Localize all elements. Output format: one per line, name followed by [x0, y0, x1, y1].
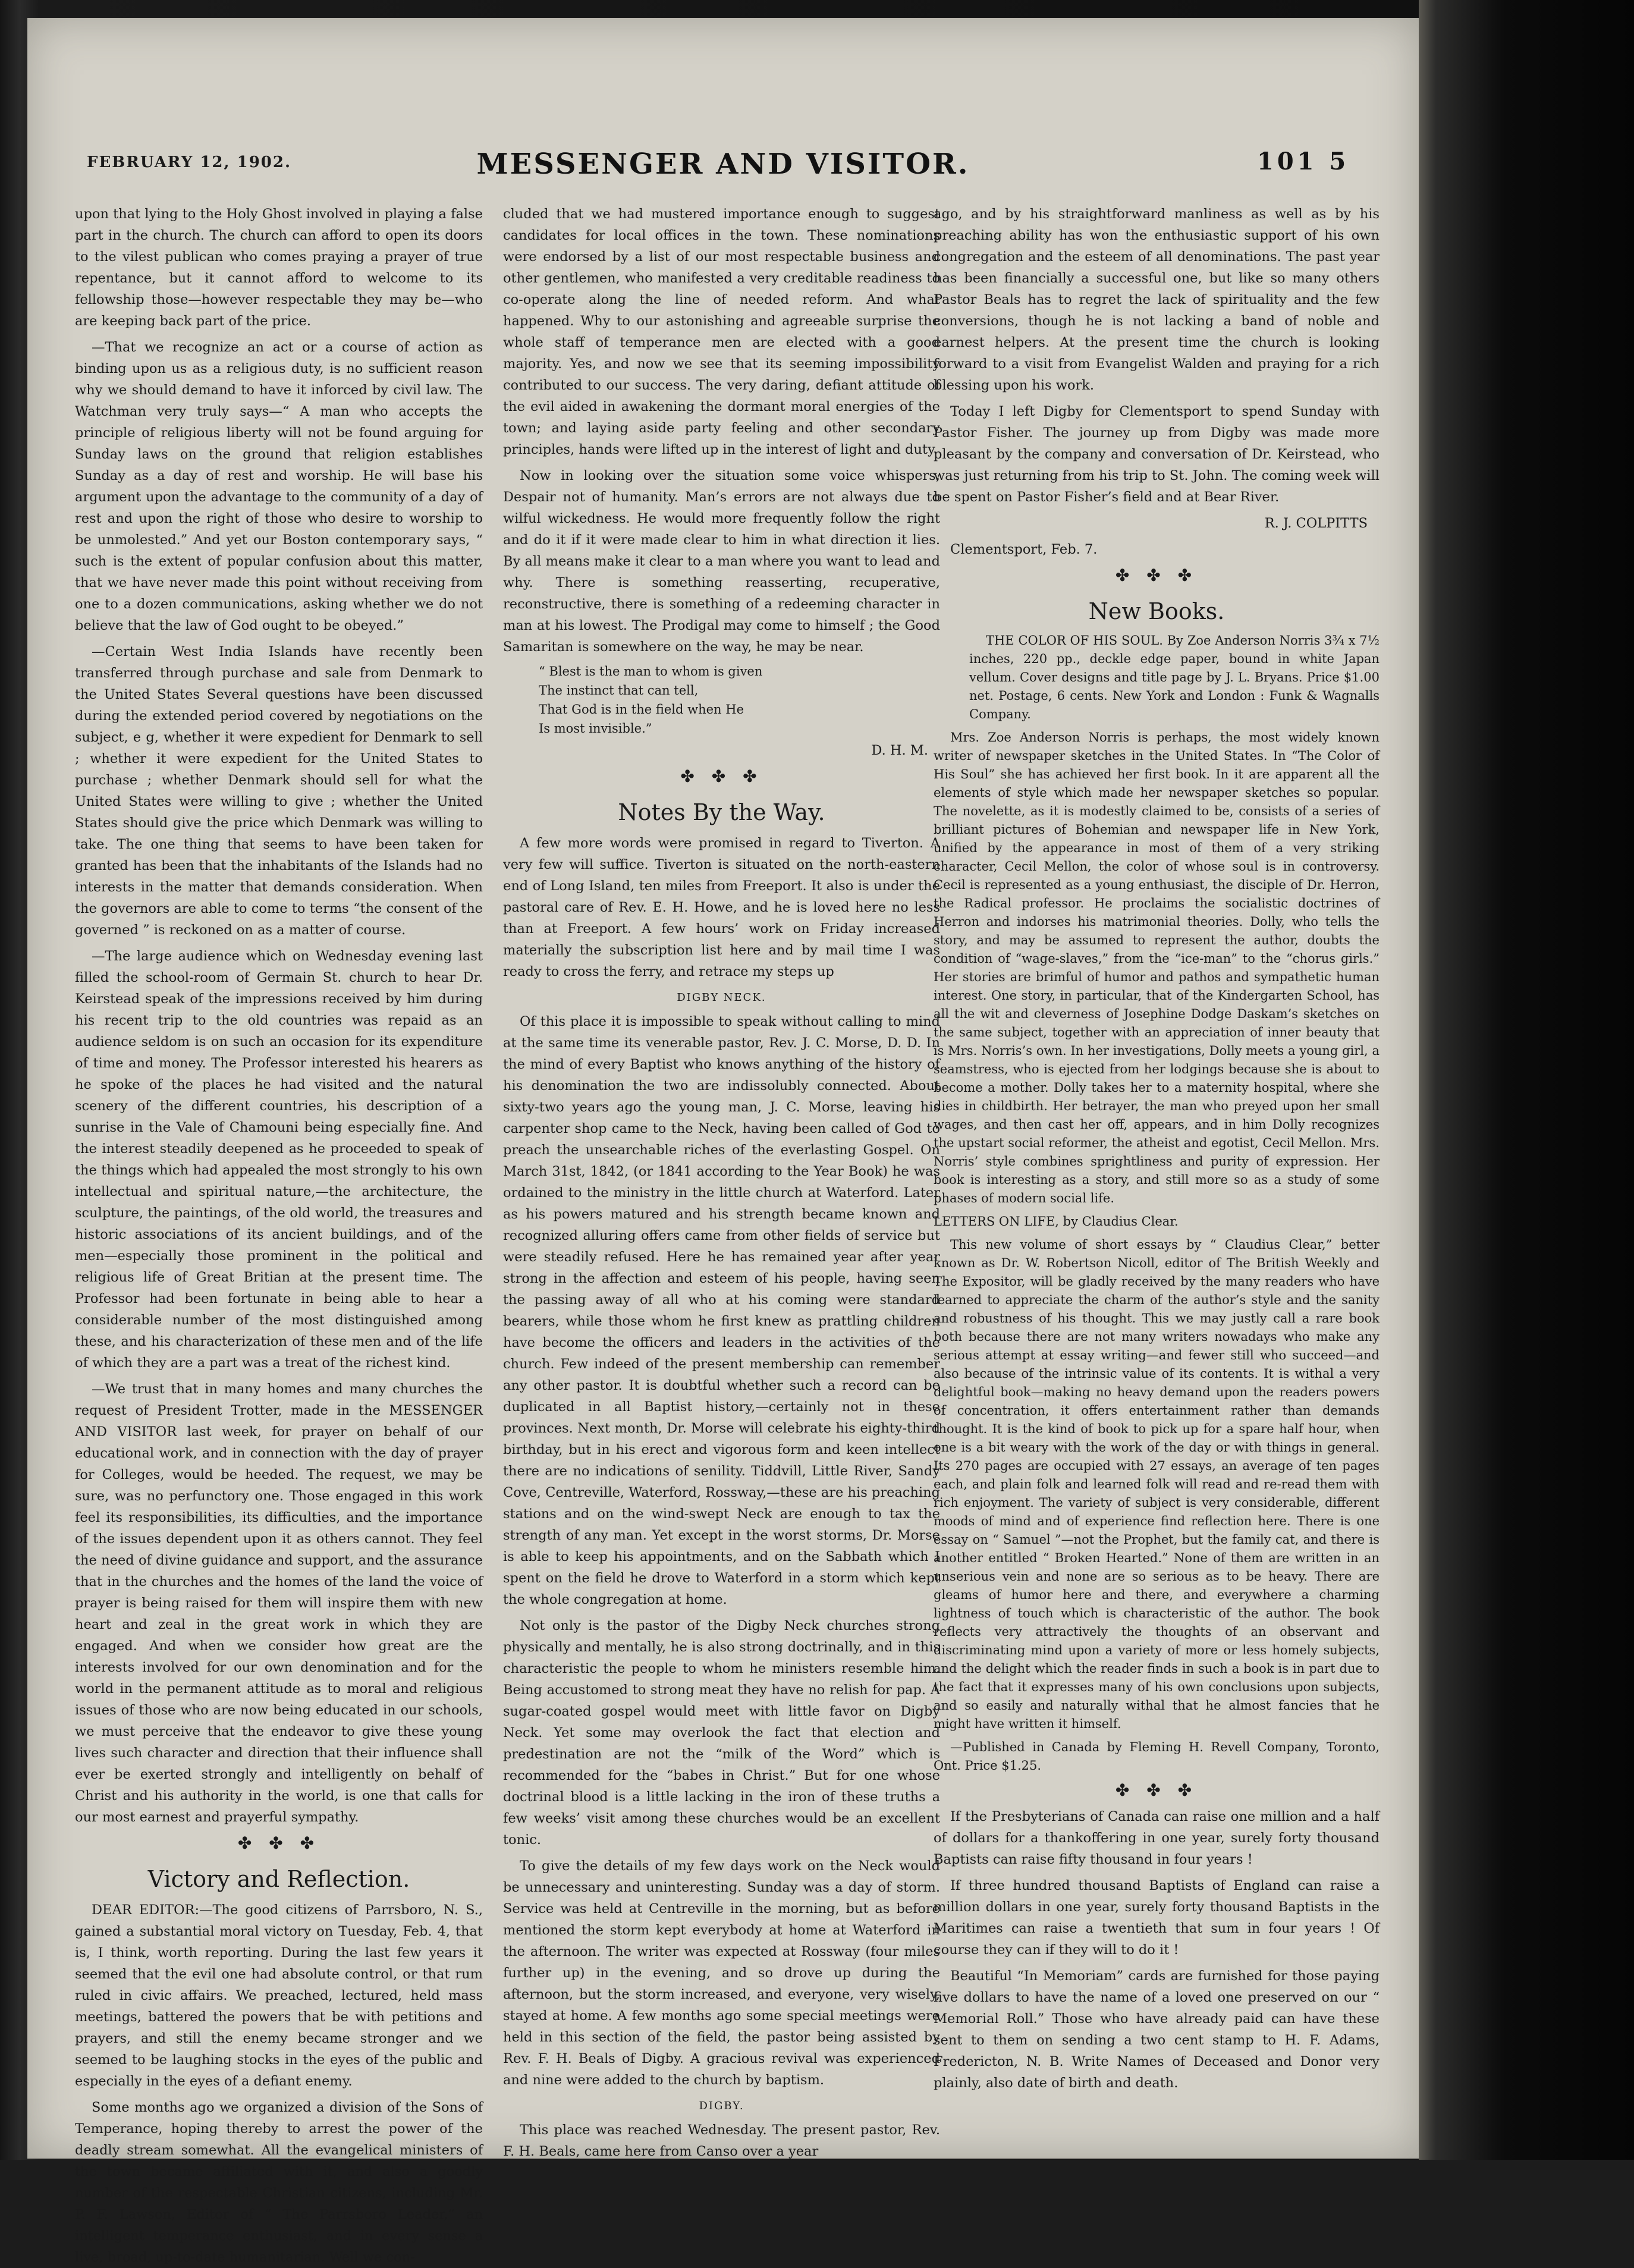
book-review: This new volume of short essays by “ Claudius Clear,” better known as Dr. W. Robertson Nicoll, editor of The British Weekly and The Expositor, will be gladly received by the many readers who have learned to appreciate the charm of the author’s style and the sanity and robustness of his thought. This we may justly call a rare book both because there are not many writers nowadays who make any serious attempt at essay writing—and fewer still who succeed—and also because of the intrinsic value of its contents. It is withal a very delightful book—making no heavy demand upon the readers powers of concentration, it offers entertainment rather than demands thought. It is the kind of book to pick up for a spare half hour, when one is a bit weary with the work of the day or with things in general. Its 270 pages are occupied with 27 essays, an average of ten pages each, and plain folk and learned folk will read and re-read them with rich enjoyment. The variety of subject is very considerable, different moods of mind and of experience find reflection here. There is one essay on “ Samuel ”—not the Prophet, but the family cat, and there is another entitled “ Broken Hearted.” None of them are written in an unserious vein and none are so serious as to be heavy. There are gleams of humor here and there, and everywhere a charming lightness of touch which is characteristic of the author. The book reflects very attractively the thoughts of an observant and discriminating mind upon a variety of more or less homely subjects, and the delight which the reader finds in such a book is in part due to the fact that it expresses many of his own conclusions upon subjects, and so easily and naturally withal that he almost fancies that he might have written it himself.	[934, 1237, 1380, 1731]
signature: R. J. COLPITTS	[1264, 516, 1368, 531]
article-paragraph: Of this place it is impossible to speak without calling to mind at the same time its venerable pastor, Rev. J. C. Morse, D. D. In the mind of every Baptist who knows anything of the history of his denomination the two are indissolubly connected. About sixty-two years ago the young man, J. C. Morse, leaving his carpenter shop came to the Neck, having been called of God to preach the unsearchable riches of the everlasting Gospel. On March 31st, 1842, (or 1841 according to the Year Book) he was ordained to the ministry in the little church at Waterford. Later as his powers matured and his strength became known and recognized alluring offers came from other fields of service but were steadily refused. Here he has remained year after year strong in the affection and esteem of his people, having seen the passing away of all who at his coming were standard bearers, while those whom he first knew as prattling children have become the officers and leaders in the activities of the church. Few indeed of the present membership can remember any other pastor. It is doubtful whether such a record can be duplicated in all Baptist history,—certainly not in these provinces. Next month, Dr. Morse will celebrate his eighty-third birthday, but in his erect and vigorous form and keen intellect there are no indications of senility. Tiddvill, Little River, Sandy Cove, Centreville, Waterford, Rossway,—these are his preaching stations and on the wind-swept Neck are enough to tax the strength of any man. Yet except in the worst storms, Dr. Morse is able to keep his appointments, and on the Sabbath which I spent on the field he drove to Waterford in a storm which kept the whole congregation at home.	[503, 1014, 940, 1607]
dateline: Clementsport, Feb. 7.	[950, 542, 1098, 557]
article-paragraph: —We trust that in many homes and many churches the request of President Trotter, made in the MESSENGER AND VISITOR last week, for prayer on behalf of our educational work, and in connection with the day of prayer for Colleges, would be heeded. The request, we may be sure, was no perfunctory one. Those engaged in this work feel its responsibilities, its difficulties, and the importance of the issues dependent upon it as others cannot. They feel the need of divine guidance and support, and the assurance that in the churches and the homes of the land the voice of prayer is being raised for them will inspire them with new heart and zeal in the great work in which they are engaged. And when we consider how great are the interests involved for our own denomination and for the world in the permanent attitude as to moral and religious issues of those who are now being educated in our schools, we must perceive that the endeavor to give these young lives such character and direction that their influence shall ever be exerted strongly and intelligently on behalf of Christ and his authority in the world, is one that calls for our most earnest and prayerful sympathy.	[75, 1381, 483, 1825]
poem-line: The instinct that can tell,	[539, 683, 699, 698]
column-2	[503, 203, 940, 2159]
publisher-note: —Published in Canada by Fleming H. Revell Company, Toronto, Ont. Price $1.25.	[934, 1740, 1380, 1773]
headline-victory-and-reflection: Victory and Reflection.	[147, 1866, 410, 1892]
subheading-digby: DIGBY.	[699, 2100, 744, 2112]
article-paragraph: Now in looking over the situation some voice whispers, Despair not of humanity. Man’s errors are not always due to wilful wickedness. He would more frequently follow the right and do it if it were made clear to him in what direction it lies. By all means make it clear to a man where you want to lead and why. There is something reasserting, recuperative, reconstructive, there is something of a redeeming character in man at his lowest. The Prodigal may come to himself ; the Good Samaritan is somewhere on the way, he may be near.	[503, 468, 940, 655]
book-listing: LETTERS ON LIFE, by Claudius Clear.	[934, 1214, 1179, 1229]
article-paragraph: DEAR EDITOR:—The good citizens of Parrsboro, N. S., gained a substantial moral victory on Tuesday, Feb. 4, that is, I think, worth reporting. During the last few years it seemed that the evil one had absolute control, or that rum ruled in civic affairs. We preached, lectured, held mass meetings, battered the powers that be with petitions and prayers, and still the enemy became stronger and we seemed to be laughing stocks in the eyes of the public and especially in the eyes of a defiant enemy.	[75, 1902, 483, 2089]
poem-line: Is most invisible.”	[539, 721, 652, 736]
page-number: 101 5	[1257, 147, 1350, 175]
header-date: FEBRUARY 12, 1902.	[87, 153, 292, 171]
article-paragraph: upon that lying to the Holy Ghost involved in playing a false part in the church. The church can afford to open its doors to the vilest publican who comes praying a prayer of true repentance, but it cannot afford to welcome to its fellowship those—however respectable they may be—who are keeping back part of the price.	[75, 206, 483, 329]
book-review: Mrs. Zoe Anderson Norris is perhaps, the most widely known writer of newspaper sketches in the United States. In “The Color of His Soul” she has achieved her first book. In it are apparent all the elements of style which made her newspaper sketches so popular. The novelette, as it is modestly claimed to be, consists of a series of brilliant pictures of Bohemian and newspaper life in New York, unified by the appearance in most of them of a very striking character, Cecil Mellon, the color of whose soul is in controversy. Cecil is represented as a young enthusiast, the disciple of Dr. Herron, the Radical professor. He proclaims the socialistic doctrines of Herron and indorses his matrimonial theories. Dolly, who tells the story, and may be assumed to represent the author, doubts the condition of “wage-slaves,” from the “ice-man” to the “chorus girls.” Her stories are brimful of humor and pathos and sympathetic human interest. One story, in particular, that of the Kindergarten School, has all the wit and cleverness of Josephine Dodge Daskam’s sketches on the same subject, together with an appreciation of inner beauty that is Mrs. Norris’s own. In her investigations, Dolly meets a young girl, a seamstress, who is ejected from her lodgings because she is about to become a mother. Dolly takes her to a maternity hospital, where she dies in childbirth. Her betrayer, the man who preyed upon her small wages, and then cast her off, appears, and in him Dolly recognizes the upstart social reformer, the atheist and egotist, Cecil Mellon. Mrs. Norris’ style combines sprightliness and purity of expression. Her book is interesting as a story, and still more so as a study of some phases of modern social life.	[934, 730, 1380, 1205]
article-paragraph: Beautiful “In Memoriam” cards are furnished for those paying five dollars to have the name of a loved one preserved on our “ Memorial Roll.” Those who have already paid can have these sent to them on sending a two cent stamp to H. F. Adams, Fredericton, N. B. Write Names of Deceased and Donor very plainly, also date of birth and death.	[934, 1968, 1380, 2091]
article-paragraph: Today I left Digby for Clementsport to spend Sunday with Pastor Fisher. The journey up from Digby was made more pleasant by the company and conversation of Dr. Keirstead, who was just returning from his trip to St. John. The coming week will be spent on Pastor Fisher’s field and at Bear River.	[934, 404, 1380, 505]
newspaper-page	[27, 18, 1419, 2265]
masthead-title: MESSENGER AND VISITOR.	[476, 147, 970, 181]
column-3	[934, 203, 1380, 2142]
ornament-divider: ✤ ✤ ✤	[237, 1833, 320, 1853]
book-listing: THE COLOR OF HIS SOUL. By Zoe Anderson Norris 3¾ x 7½ inches, 220 pp., deckle edge paper, bound in white Japan vellum. Cover designs and title page by J. L. Bryans. Price $1.00 net. Postage, 6 cents. New York and London : Funk & Wagnalls Company.	[969, 633, 1380, 721]
ornament-divider: ✤ ✤ ✤	[1115, 1780, 1198, 1800]
headline-new-books: New Books.	[1088, 598, 1225, 624]
scan-right-border	[1419, 0, 1634, 2160]
column-1	[75, 203, 483, 2265]
article-paragraph: Some months ago we organized a division of the Sons of Temperance, hoping thereby to arrest the power of the deadly stream somewhat. All the evangelical ministers of the town became affiliated with it, and also a goodly number of the respectable Christian citizens, including Mr. P. F. Lawson, Editor of “ The Parrsboro Leader,” an intelligent temperance enthusiast, and in every sense a live, broad, up-to-date humanitarian. Well we con-	[75, 2100, 483, 2265]
article-paragraph: This place was reached Wednesday. The present pastor, Rev. F. H. Beals, came here from Canso over a year	[503, 2122, 940, 2159]
article-paragraph: To give the details of my few days work on the Neck would be unnecessary and uninteresting. Sunday was a day of storm. Service was held at Centreville in the morning, but as before mentioned the storm kept everybody at home at Waterford in the afternoon. The writer was expected at Rossway (four miles further up) in the evening, and so drove up during the afternoon, but the storm increased, and everyone, very wisely, stayed at home. A few months ago some special meetings were held in this section of the field, the pastor being assisted by Rev. F. H. Beals of Digby. A gracious revival was experienced and nine were added to the church by baptism.	[503, 1858, 940, 2088]
subheading-digby-neck: DIGBY NECK.	[677, 991, 766, 1004]
poem-line: “ Blest is the man to whom is given	[539, 664, 763, 678]
article-paragraph: ago, and by his straightforward manliness as well as by his preaching ability has won the enthusiastic support of his own congregation and the esteem of all denominations. The past year has been financially a successful one, but like so many others Pastor Beals has to regret the lack of spirituality and the few conversions, though he is not lacking a band of noble and earnest helpers. At the present time the church is looking forward to a visit from Evangelist Walden and praying for a rich blessing upon his work.	[934, 206, 1380, 393]
ornament-divider: ✤ ✤ ✤	[680, 767, 763, 786]
article-paragraph: —The large audience which on Wednesday evening last filled the school-room of Germain St. church to hear Dr. Keirstead speak of the impressions received by him during his recent trip to the old countries was repaid as an audience seldom is on such an occasion for its expenditure of time and money. The Professor interested his hearers as he spoke of the places he had visited and the natural scenery of the different countries, his description of a sunrise in the Vale of Chamouni being especially fine. And the interest steadily deepened as he proceeded to speak of the things which had appealed the most strongly to his own intellectual and spiritual nature,—the architecture, the sculpture, the paintings, of the old world, the treasures and historic associations of its ancient buildings, and of the men—especially those prominent in the political and religious life of Great Britian at the present time. The Professor had been fortunate in being able to hear a considerable number of the most distinguished among these, and his characterization of these men and of the life of which they are a part was a treat of the richest kind.	[75, 948, 483, 1371]
article-paragraph: A few more words were promised in regard to Tiverton. A very few will suffice. Tiverton is situated on the north-eastern end of Long Island, ten miles from Freeport. It also is under the pastoral care of Rev. E. H. Howe, and he is loved here no less than at Freeport. A few hours’ work on Friday increased materially the subscription list here and by mail time I was ready to cross the ferry, and retrace my steps up	[503, 835, 940, 979]
headline-notes-by-the-way: Notes By the Way.	[618, 799, 825, 825]
ornament-divider: ✤ ✤ ✤	[1115, 566, 1198, 585]
article-paragraph: If three hundred thousand Baptists of England can raise a million dollars in one year, surely forty thousand Baptists in the Maritimes can raise a twentieth that sum in four years ! Of course they can if they will to do it !	[934, 1878, 1380, 1958]
article-paragraph: —That we recognize an act or a course of action as binding upon us as a religious duty, is no sufficient reason why we should demand to have it inforced by civil law. The Watchman very truly says—“ A man who accepts the principle of religious liberty will not be found arguing for Sunday laws on the ground that religion establishes Sunday as a day of rest and worship. He will base his argument upon the advantage to the community of a day of rest and upon the right of those who desire to worship to be unmolested.” And yet our Boston contemporary says, “ such is the extent of popular confusion about this matter, that we have never made this point without receiving from one to a dozen communications, asking whether we do not believe that the law of God ought to be obeyed.”	[75, 340, 483, 633]
signature: D. H. M.	[871, 743, 928, 758]
article-paragraph: —Certain West India Islands have recently been transferred through purchase and sale from Denmark to the United States Several questions have been discussed during the extended period covered by negotiations on the subject, e g, whether it were expedient for Denmark to sell ; whether it were expedient for the United States to purchase ; whether Denmark should sell for what the United States were willing to give ; whether the United States should give the price which Denmark was willing to take. The one thing that seems to have been taken for granted has been that the inhabitants of the Islands had no interests in the matter that demands consideration. When the governors are able to come to terms “the consent of the governed ” is reckoned on as a matter of course.	[75, 644, 483, 938]
article-paragraph: If the Presbyterians of Canada can raise one million and a half of dollars for a thankoffering in one year, surely forty thousand Baptists can raise fifty thousand in four years !	[934, 1809, 1380, 1867]
article-paragraph: Not only is the pastor of the Digby Neck churches strong physically and mentally, he is also strong doctrinally, and in this characteristic the people to whom he ministers resemble him. Being accustomed to strong meat they have no relish for pap. A sugar-coated gospel would meet with little favor on Digby Neck. Yet some may overlook the fact that election and predestination are not the “milk of the Word” which is recommended for the “babes in Christ.” But for one whose doctrinal blood is a little lacking in the iron of these truths a few weeks’ visit among these churches would be an excellent tonic.	[503, 1618, 940, 1848]
article-paragraph: cluded that we had mustered importance enough to suggest candidates for local offices in the town. These nominations were endorsed by a list of our most respectable business and other gentlemen, who manifested a very creditable readiness to co-operate along the line of needed reform. And what happened. Why to our astonishing and agreeable surprise the whole staff of temperance men are elected with a good majority. Yes, and now we see that its seeming impossibility contributed to our success. The very daring, defiant attitude of the evil aided in awakening the dormant moral energies of the town; and laying aside party feeling and other secondary principles, hands were lifted up in the interest of light and duty.	[503, 206, 940, 457]
poem-line: That God is in the field when He	[539, 702, 744, 717]
